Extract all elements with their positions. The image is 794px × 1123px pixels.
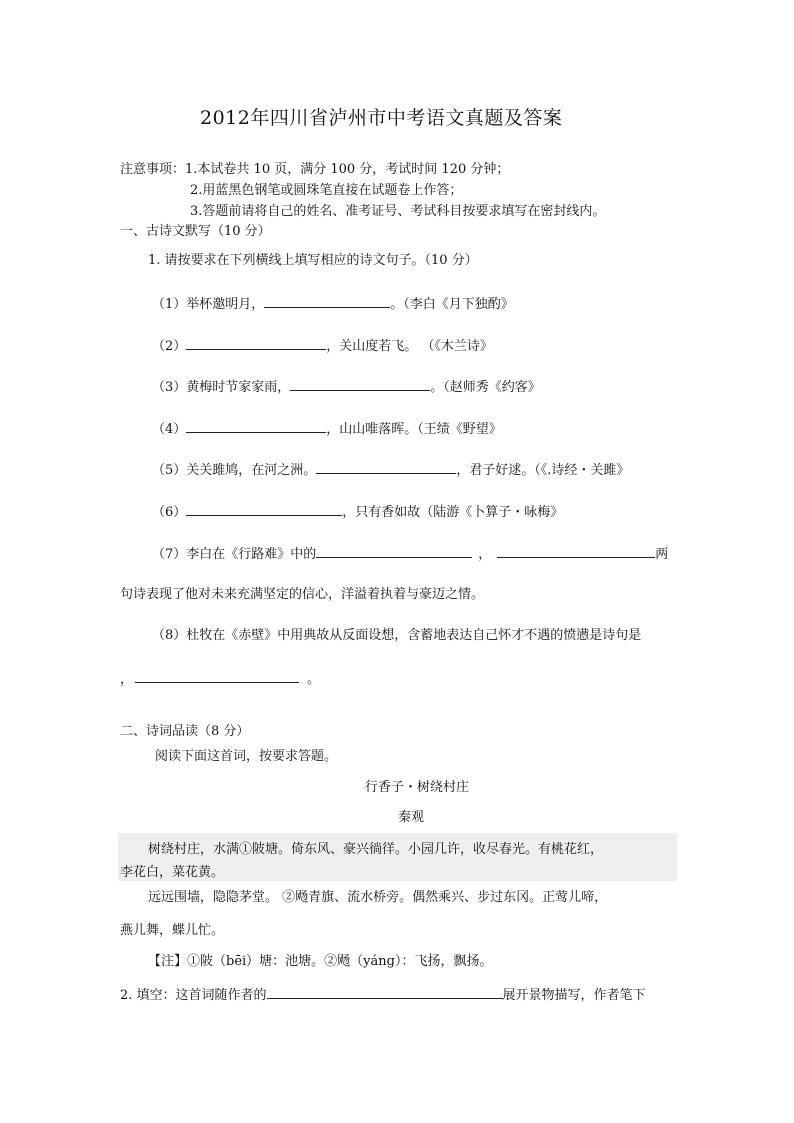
question-1-prefix: （1）举杯邀明月，	[152, 297, 265, 312]
poem-line-3: 远远围墙，隐隐茅堂。 ②飏青旗、流水桥旁。偶然乘兴、步过东冈。正莺儿啼，	[148, 890, 608, 905]
question-8-suffix: 。	[307, 672, 321, 687]
question-4	[152, 421, 502, 436]
notes-item-1	[120, 163, 509, 176]
question-2	[152, 338, 493, 353]
answer-blank-4[interactable]	[186, 421, 326, 433]
poem-author: 秦观	[398, 810, 425, 825]
poem-line-1: 树绕村庄，水满①陂塘。倚东风、豪兴徜徉。小园几许，收尽春光。有桃花红，	[148, 842, 604, 857]
section2-question-2-prefix: 2. 填空：这首词随作者的	[120, 988, 267, 1003]
section2-instruction: 阅读下面这首词，按要求答题。	[155, 749, 338, 764]
question-7-suffix: 两	[655, 547, 669, 562]
page-title: 2012年四川省泸州市中考语文真题及答案	[200, 107, 563, 129]
poem-line-4: 燕儿舞，蝶儿忙。	[120, 923, 225, 938]
question-3-suffix: 。（赵师秀《约客》	[430, 380, 541, 395]
question-7-middle: ，	[478, 547, 492, 562]
section2-question-2	[120, 987, 646, 1002]
answer-blank-7a[interactable]	[316, 546, 472, 558]
answer-blank-7b[interactable]	[497, 546, 655, 558]
notes-label: 注意事项：	[120, 162, 186, 177]
question-7-continuation: 句诗表现了他对未来充满坚定的信心，洋溢着执着与豪迈之情。	[120, 587, 485, 602]
question-5-suffix: ，君子好逑。（《.诗经・关雎》	[456, 463, 630, 478]
question-5	[152, 462, 629, 477]
notes-item-3: 3.答题前请将自己的姓名、准考证号、考试科目按要求填写在密封线内。	[190, 204, 606, 219]
answer-blank-s2[interactable]	[267, 987, 503, 999]
question-8: （8）杜牧在《赤壁》中用典故从反面设想，含蓄地表达自己怀才不遇的愤懑是诗句是	[152, 628, 642, 643]
question-5-prefix: （5）关关雎鸠，在河之洲。	[152, 463, 317, 478]
question-4-suffix: ，山山唯落晖。（王绩《野望》	[326, 422, 502, 437]
question-6	[152, 504, 563, 519]
question-3-prefix: （3）黄梅时节家家雨，	[152, 380, 291, 395]
question-1-suffix: 。（李白《月下独酌》	[390, 297, 514, 312]
poem-title: 行香子・树绕村庄	[365, 780, 470, 795]
section1-instruction: 1. 请按要求在下列横线上填写相应的诗文句子。（10 分）	[148, 253, 478, 268]
question-2-suffix: ，关山度若飞。 （《木兰诗》	[326, 339, 493, 354]
question-1	[152, 296, 514, 311]
question-2-prefix: （2）	[152, 339, 187, 354]
answer-blank-6[interactable]	[186, 504, 342, 516]
question-4-prefix: （4）	[152, 422, 187, 437]
section2-heading: 二、诗词品读（8 分）	[120, 724, 250, 739]
answer-blank-8[interactable]	[135, 671, 299, 683]
question-8-answer-line	[120, 671, 320, 686]
question-7	[152, 546, 668, 561]
question-7-prefix: （7）李白在《行路难》中的	[152, 547, 317, 562]
question-6-prefix: （6）	[152, 505, 187, 520]
poem-line-2: 李花白，菜花黄。	[120, 865, 225, 880]
answer-blank-2[interactable]	[186, 338, 326, 350]
section1-heading: 一、古诗文默写（10 分）	[120, 224, 271, 239]
notes-item-2: 2.用蓝黑色钢笔或圆珠笔直接在试题卷上作答；	[190, 183, 463, 198]
question-3	[152, 379, 541, 394]
question-6-suffix: ，只有香如故（陆游《卜算子・咏梅》	[342, 505, 564, 520]
poem-annotation: 【注】①陂（bēi）塘：池塘。②飏（yáng）：飞扬，飘扬。	[148, 954, 493, 969]
answer-blank-3[interactable]	[290, 379, 430, 391]
notes-text-1: 1.本试卷共 10 页，满分 100 分，考试时间 120 分钟；	[185, 162, 510, 177]
section2-question-2-suffix: 展开景物描写，作者笔下	[502, 988, 646, 1003]
answer-blank-5[interactable]	[316, 462, 456, 474]
question-8-prefix: ，	[120, 672, 134, 687]
answer-blank-1[interactable]	[264, 296, 390, 308]
